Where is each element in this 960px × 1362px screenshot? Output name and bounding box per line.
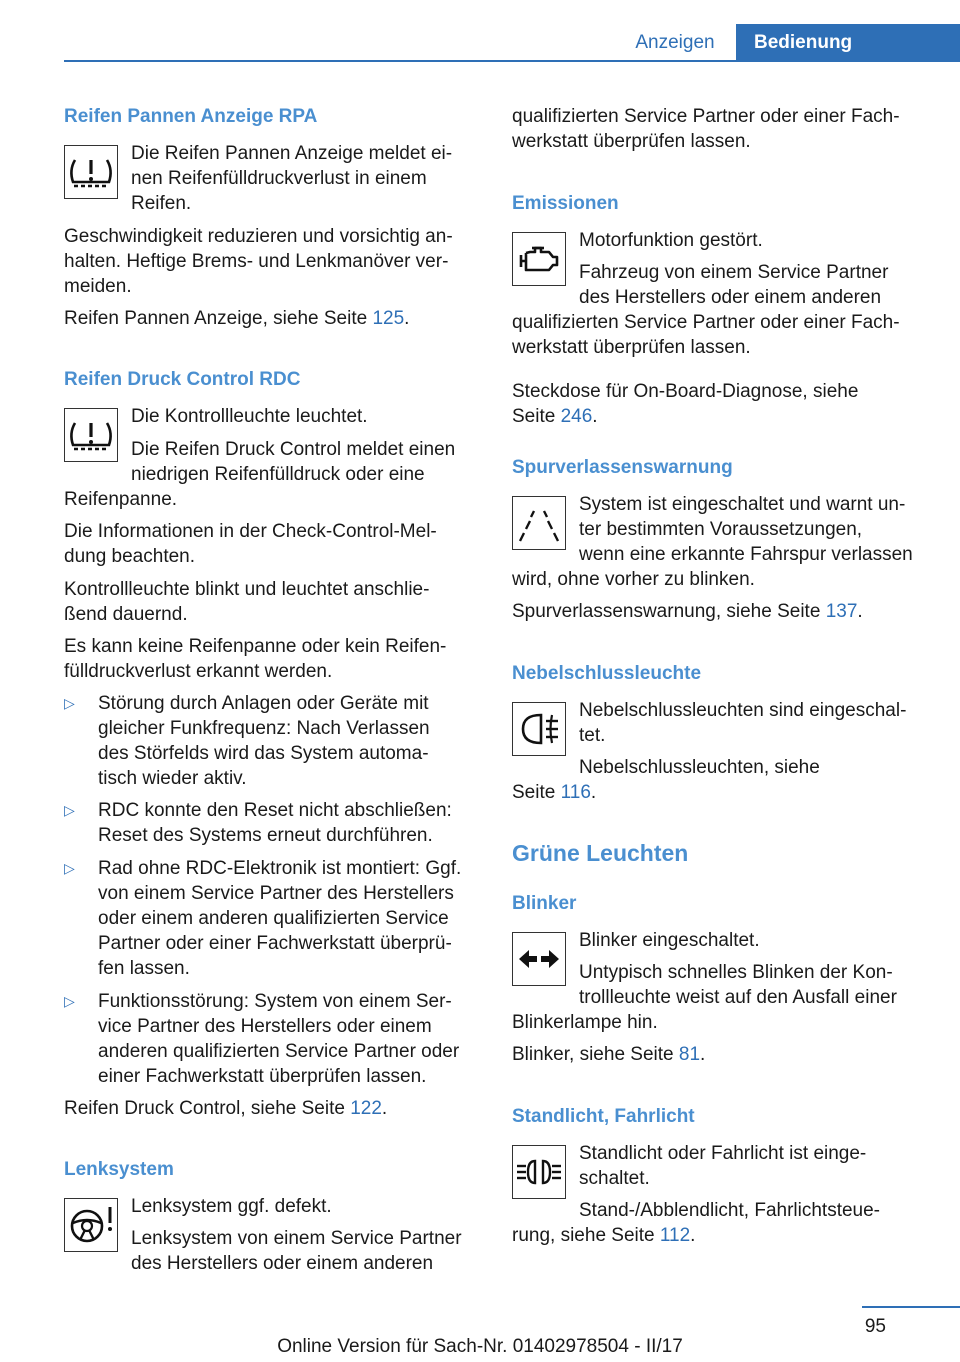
bullet-marker: ▷ <box>64 695 75 711</box>
rdc-line1: Die Kontrollleuchte leuchtet. <box>131 406 368 427</box>
spur-reference <box>512 599 928 624</box>
rpa-ref-suffix: . <box>404 308 410 329</box>
tire-pressure-warning-icon <box>64 145 118 199</box>
emis-line5: werkstatt überprüfen lassen. <box>512 337 751 358</box>
rpa-ref-prefix: Reifen Pannen Anzeige, siehe Seite <box>64 308 373 329</box>
bullet2-line2: Reset des Systems erneut durchführen. <box>98 825 433 846</box>
header-rule <box>64 60 960 62</box>
bullet4-line3: anderen qualifizierten Service Partner oder <box>98 1041 460 1062</box>
spur-ref-prefix: Spurverlassenswarnung, siehe Seite <box>512 601 826 622</box>
parking-light-icon <box>512 1145 566 1199</box>
bullet3-line3: oder einem anderen qualifizierten Service <box>98 908 449 929</box>
lenk-line3: des Herstellers oder einem anderen <box>131 1253 434 1274</box>
rdc-p2-line2: ßend dauernd. <box>64 604 188 625</box>
obd-ref-suffix: . <box>592 406 598 427</box>
stand-line1: Standlicht oder Fahrlicht ist einge- <box>579 1143 867 1164</box>
spur-line1: System ist eingeschaltet und warnt un- <box>579 494 906 515</box>
steering-wheel-warning-icon <box>64 1198 118 1252</box>
engine-check-icon <box>512 232 566 286</box>
bullet1-line4: tisch wieder aktiv. <box>98 768 247 789</box>
heading-rpa: Reifen Pannen Anzeige RPA <box>64 106 318 127</box>
heading-lenksystem: Lenksystem <box>64 1159 174 1180</box>
rdc-p1-line2: dung beachten. <box>64 546 196 567</box>
bullet3-line4: Partner oder einer Fachwerkstatt überprü- <box>98 933 452 954</box>
emis-line4: qualifizierten Service Partner oder einer Fach- <box>512 312 900 333</box>
bullet-marker: ▷ <box>64 802 75 818</box>
stand-page-link[interactable]: 112 <box>659 1225 691 1246</box>
stand-reference <box>512 1223 928 1248</box>
blinker-line2: Untypisch schnelles Blinken der Kon- <box>579 962 893 983</box>
spur-page-link[interactable]: 137 <box>825 601 858 622</box>
bullet3-line1: Rad ohne RDC-Elektronik ist montiert: Ggf. <box>98 858 462 879</box>
spur-line2: ter bestimmten Voraussetzungen, <box>579 519 863 540</box>
bullet4-line2: vice Partner des Herstellers oder einem <box>98 1016 432 1037</box>
footer-rule <box>862 1306 960 1308</box>
rdc-p3-line2: fülldruckverlust erkannt werden. <box>64 661 333 682</box>
bullet4-line4: einer Fachwerkstatt überprüfen lassen. <box>98 1066 427 1087</box>
nebel-ref-prefix: Seite <box>512 782 561 803</box>
rpa-p1-line2: halten. Heftige Brems- und Lenkmanöver ver- <box>64 251 449 272</box>
blinker-reference <box>512 1042 928 1067</box>
stand-ref-suffix: . <box>690 1225 696 1246</box>
rdc-line2: Die Reifen Druck Control meldet einen <box>131 439 456 460</box>
blinker-line3: trollleuchte weist auf den Ausfall einer <box>579 987 897 1008</box>
nebel-page-link[interactable]: 116 <box>560 782 591 803</box>
rpa-page-link[interactable]: 125 <box>372 308 405 329</box>
page-number: 95 <box>864 1316 886 1337</box>
bullet1-line2: gleicher Funkfrequenz: Nach Verlassen <box>98 718 430 739</box>
rpa-line1: Die Reifen Pannen Anzeige meldet ei- <box>131 143 453 164</box>
rpa-p1-line3: meiden. <box>64 276 132 297</box>
heading-standlicht: Standlicht, Fahrlicht <box>512 1106 695 1127</box>
heading-emissionen: Emissionen <box>512 193 619 214</box>
bullet1-line3: des Störfelds wird das System automa- <box>98 743 429 764</box>
tire-pressure-control-icon <box>64 408 118 462</box>
continued-line1: qualifizierten Service Partner oder einer Fach- <box>512 106 900 127</box>
rpa-p1-line1: Geschwindigkeit reduzieren und vorsichtig an- <box>64 226 453 247</box>
lane-departure-icon <box>512 496 566 550</box>
emis-line2: Fahrzeug von einem Service Partner <box>579 262 889 283</box>
bullet3-line5: fen lassen. <box>98 958 190 979</box>
rdc-ref-suffix: . <box>381 1098 388 1119</box>
stand-ref-prefix: rung, siehe Seite <box>512 1225 660 1246</box>
blinker-line1: Blinker eingeschaltet. <box>579 930 760 951</box>
rdc-line4: Reifenpanne. <box>64 489 178 510</box>
blinker-ref-prefix: Blinker, siehe Seite <box>512 1044 679 1065</box>
tab-bedienung[interactable]: Bedienung <box>736 24 960 62</box>
heading-gruene-leuchten: Grüne Leuchten <box>512 840 689 866</box>
rdc-ref-prefix: Reifen Druck Control, siehe Seite <box>64 1098 351 1119</box>
bullet4-line1: Funktionsstörung: System von einem Ser- <box>98 991 452 1012</box>
rear-fog-light-icon <box>512 702 566 756</box>
heading-blinker: Blinker <box>512 893 577 914</box>
turn-signal-icon <box>512 932 566 986</box>
blinker-line4: Blinkerlampe hin. <box>512 1012 658 1033</box>
footer-text: Online Version für Sach-Nr. 01402978504 - II/17 <box>277 1336 683 1357</box>
nebel-line3: Nebelschlussleuchten, siehe <box>579 757 820 778</box>
rdc-p3-line1: Es kann keine Reifenpanne oder kein Reifen- <box>64 636 447 657</box>
rpa-line3: Reifen. <box>131 193 192 214</box>
rpa-reference <box>64 306 480 331</box>
spur-line4: wird, ohne vorher zu blinken. <box>512 569 755 590</box>
stand-line3: Stand-/Abblendlicht, Fahrlichtsteue- <box>579 1200 880 1221</box>
bullet1-line1: Störung durch Anlagen oder Geräte mit <box>98 693 429 714</box>
rdc-p2-line1: Kontrollleuchte blinkt und leuchtet anschlie- <box>64 579 430 600</box>
nebel-reference <box>512 780 928 805</box>
bullet2-line1: RDC konnte den Reset nicht abschließen: <box>98 800 452 821</box>
spur-ref-suffix: . <box>857 601 863 622</box>
emis-line3: des Herstellers oder einem anderen <box>579 287 882 308</box>
nebel-ref-suffix: . <box>590 782 597 803</box>
emis-line1: Motorfunktion gestört. <box>579 230 763 251</box>
blinker-page-link[interactable]: 81 <box>678 1044 701 1065</box>
lenk-line1: Lenksystem ggf. defekt. <box>131 1196 332 1217</box>
continued-line2: werkstatt überprüfen lassen. <box>512 131 751 152</box>
heading-nebelschlussleuchte: Nebelschlussleuchte <box>512 663 702 684</box>
bullet-marker: ▷ <box>64 993 75 1009</box>
obd-page-link[interactable]: 246 <box>560 406 593 427</box>
tab-anzeigen[interactable]: Anzeigen <box>635 32 715 53</box>
rdc-reference <box>64 1096 480 1121</box>
lenk-line2: Lenksystem von einem Service Partner <box>131 1228 462 1249</box>
rpa-line2: nen Reifenfülldruckverlust in einem <box>131 168 427 189</box>
rdc-p1-line1: Die Informationen in der Check-Control-Mel- <box>64 521 437 542</box>
obd-ref-prefix: Seite <box>512 406 561 427</box>
bullet-marker: ▷ <box>64 860 75 876</box>
rdc-line3: niedrigen Reifenfülldruck oder eine <box>131 464 425 485</box>
heading-spurverlassenswarnung: Spurverlassenswarnung <box>512 457 733 478</box>
blinker-ref-suffix: . <box>700 1044 706 1065</box>
spur-line3: wenn eine erkannte Fahrspur verlassen <box>579 544 913 565</box>
stand-line2: schaltet. <box>579 1168 650 1189</box>
obd-line1: Steckdose für On-Board-Diagnose, siehe <box>512 381 859 402</box>
heading-rdc: Reifen Druck Control RDC <box>64 369 301 390</box>
nebel-line2: tet. <box>579 725 606 746</box>
nebel-line1: Nebelschlussleuchten sind eingeschal- <box>579 700 907 721</box>
obd-reference <box>512 404 928 429</box>
bullet3-line2: von einem Service Partner des Herstellers <box>98 883 454 904</box>
rdc-page-link[interactable]: 122 <box>350 1098 382 1119</box>
